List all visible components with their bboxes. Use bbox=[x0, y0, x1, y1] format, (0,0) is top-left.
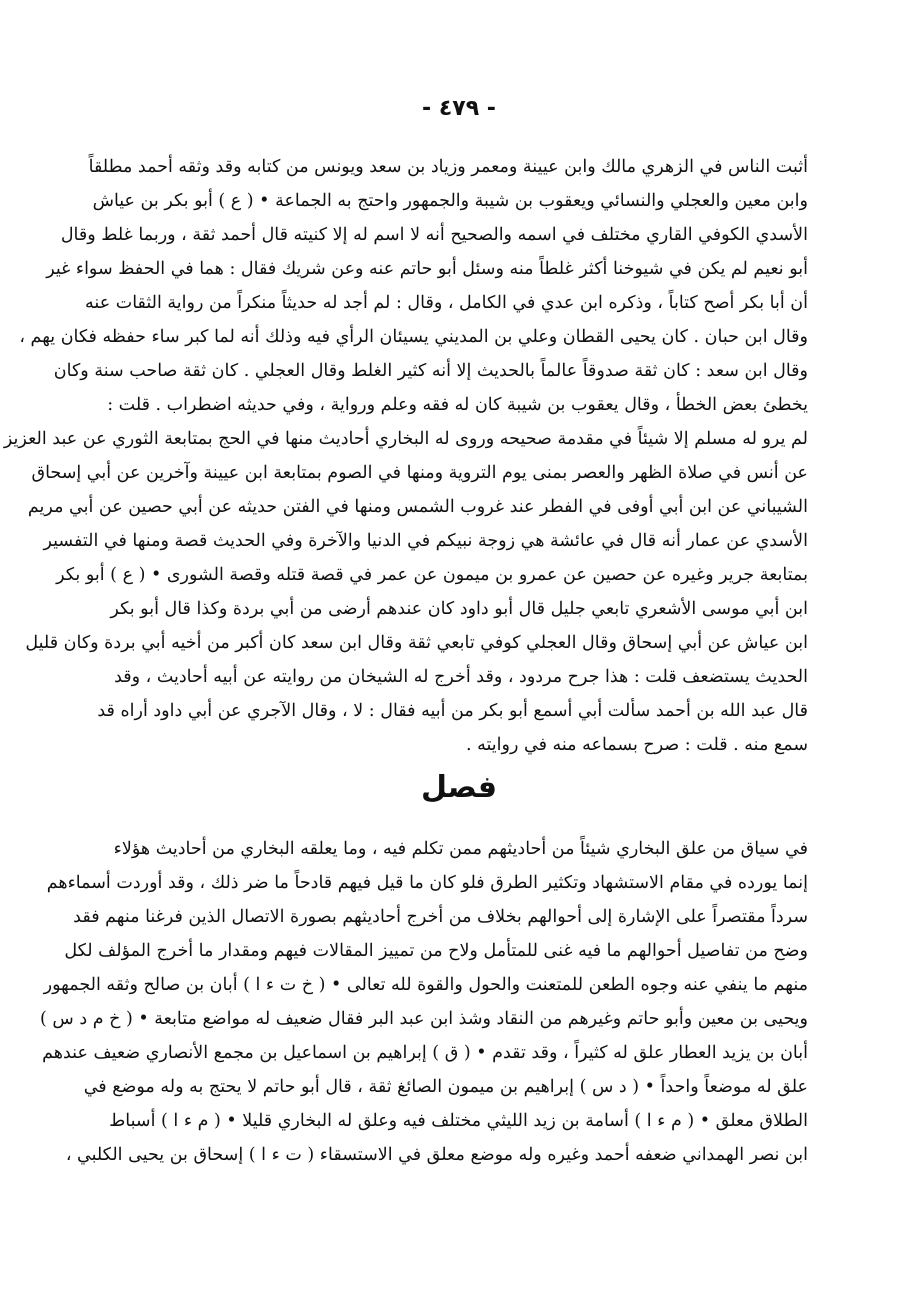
text-line: لم يرو له مسلم إلا شيئاً في مقدمة صحيحه وروى له البخاري أحاديث منها في الحج بمتابعة الثوري عن عبد العزيز bbox=[3, 429, 808, 449]
text-line: سرداً مقتصراً على الإشارة إلى أحوالهم بخلاف من أخرج أحاديثهم بصورة الاتصال الذين فرغنا منهم فقد bbox=[73, 907, 808, 927]
text-line: الشيباني عن ابن أبي أوفى في الفطر عند غروب الشمس ومنها في الفتن حديثه عن أبي حصين عن أبي مريم bbox=[27, 497, 808, 517]
biography-paragraph bbox=[3, 150, 808, 762]
text-line: الأسدي الكوفي القاري مختلف في اسمه والصحيح أنه لا اسم له إلا كنيته قال أحمد ثقة ، وربما غلط وقال bbox=[60, 225, 808, 245]
text-line: أثبت الناس في الزهري مالك وابن عيينة ومعمر وزياد بن سعد ويونس من كتابه وقد وثقه أحمد مطلقاً bbox=[88, 157, 808, 177]
text-line: ابن نصر الهمداني ضعفه أحمد وغيره وله موضع معلق في الاستسقاء ( ت ء ا ) إسحاق بن يحيى الكلبي ، bbox=[65, 1145, 808, 1165]
text-line: قال عبد الله بن أحمد سألت أبي أسمع أبو بكر من أبيه فقال : لا ، وقال الآجري عن أبي داود أراه قد bbox=[97, 701, 808, 721]
text-line: أبان بن يزيد العطار علق له كثيراً ، وقد تقدم • ( ق ) إبراهيم بن اسماعيل بن مجمع الأنصاري ضعيف عندهم bbox=[42, 1043, 808, 1063]
text-line: وضح من تفاصيل أحوالهم ما فيه غنى للمتأمل ولاح من تمييز المقالات فيهم ومقدار ما أخرج المؤلف لكل bbox=[64, 941, 808, 961]
text-line: منهم ما ينفي عنه وجوه الطعن للمتعنت والحول والقوة لله تعالى • ( خ ت ء ا ) أبان بن صالح وثقه الجمهور bbox=[43, 975, 808, 995]
text-line: في سياق من علق البخاري شيئاً من أحاديثهم ممن تكلم فيه ، وما يعلقه البخاري من أحاديث هؤلاء bbox=[113, 839, 808, 859]
text-line: أن أبا بكر أصح كتاباً ، وذكره ابن عدي في الكامل ، وقال : لم أجد له حديثاً منكراً من رواية الثقات عنه bbox=[85, 293, 808, 313]
text-line: وابن معين والعجلي والنسائي ويعقوب بن شيبة والجمهور واحتج به الجماعة • ( ع ) أبو بكر بن عياش bbox=[92, 191, 808, 211]
text-line: بمتابعة جرير وغيره عن حصين عن عمرو بن ميمون عن عمر في قصة قتله وقصة الشورى • ( ع ) أبو بكر bbox=[56, 565, 808, 585]
text-line: إنما يورده في مقام الاستشهاد وتكثير الطرق فلو كان ما قيل فيهم قادحاً ما ضر ذلك ، وقد أوردت أسماءهم bbox=[46, 873, 808, 893]
text-line: الأسدي عن عمار أنه قال في عائشة هي زوجة نبيكم في الدنيا والآخرة وفي الحديث قصة ومنها في التفسير bbox=[43, 531, 808, 551]
text-line: وقال ابن حبان . كان يحيى القطان وعلي بن المديني يسيئان الرأي فيه وذلك أنه لما كبر ساء حفظه فكان يهم ، bbox=[19, 327, 808, 347]
section-paragraph bbox=[40, 832, 808, 1172]
text-line: وقال ابن سعد : كان ثقة صدوقاً عالماً بالحديث إلا أنه كثير الغلط وقال العجلي . كان ثقة صاحب سنة وكان bbox=[53, 361, 808, 381]
section-heading: فصل bbox=[421, 770, 497, 805]
text-line: ويحيى بن معين وأبو حاتم وغيرهم من النقاد وشذ ابن عبد البر فقال ضعيف له مواضع متابعة • ( خ م د س ) bbox=[40, 1009, 808, 1029]
text-line: الطلاق معلق • ( م ء ا ) أسامة بن زيد الليثي مختلف فيه وعلق له البخاري قليلا • ( م ء ا ) أسباط bbox=[109, 1111, 808, 1131]
text-line: علق له موضعاً واحداً • ( د س ) إبراهيم بن ميمون الصائغ ثقة ، قال أبو حاتم لا يحتج به وله موضع في bbox=[83, 1077, 808, 1097]
text-line: أبو نعيم لم يكن في شيوخنا أكثر غلطاً منه وسئل أبو حاتم عنه وعن شريك فقال : هما في الحفظ سواء غير bbox=[46, 259, 808, 279]
text-line: سمع منه . قلت : صرح بسماعه منه في روايته . bbox=[466, 735, 808, 755]
text-line: ابن أبي موسى الأشعري تابعي جليل قال أبو داود كان عندهم أرضى من أبي بردة وكذا قال أبو بكر bbox=[110, 599, 808, 619]
text-line: ابن عياش عن أبي إسحاق وقال العجلي كوفي تابعي ثقة وقال ابن سعد كان أكبر من أخيه أبي بردة وكان قليل bbox=[25, 633, 808, 653]
text-line: عن أنس في صلاة الظهر والعصر بمنى يوم التروية ومنها في الصوم بمتابعة ابن عيينة وآخرين عن أبي إسحاق bbox=[31, 463, 808, 483]
page-number: - ٤٧٩ - bbox=[422, 96, 496, 121]
text-line: يخطئ بعض الخطأ ، وقال يعقوب بن شيبة كان له فقه وعلم ورواية ، وفي حديثه اضطراب . قلت : bbox=[107, 395, 808, 415]
text-line: الحديث يستضعف قلت : هذا جرح مردود ، وقد أخرج له الشيخان من روايته عن أبيه أحاديث ، وقد bbox=[114, 667, 808, 687]
